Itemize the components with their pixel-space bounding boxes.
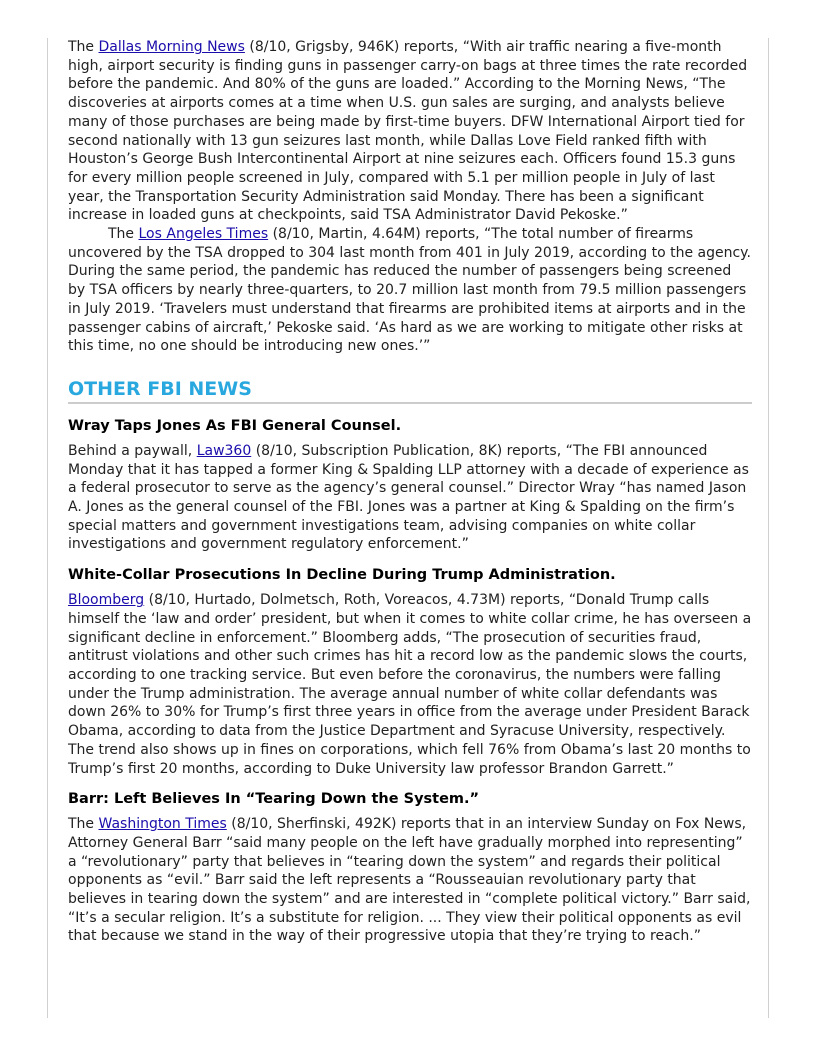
story-body: The Washington Times (8/10, Sherfinski, 492K) reports that in an interview Sunday on Fox News, Attorney General Barr “said many people on the left have gradually morphed into representing” a “revolutionary” party that believes in “tearing down the system” and regards their political opponents as “evil.” Barr said the left represents a “Rousseauian revolutionary party that believes in tearing down the system” and are interested in “complete political victory.” Barr said, “It’s a secular religion. It’s a substitute for religion. ... They view their political opponents as evil that because we stand in the way of their progressive utopia that they’re trying to reach.” — [68, 816, 751, 945]
article-paragraph: The Dallas Morning News (8/10, Grigsby, 946K) reports, “With air traffic nearing a five-month high, airport security is finding guns in passenger carry-on bags at three times the rate recorded before the pandemic. And 80% of the guns are loaded.” According to the Morning News, “The discoveries at airports comes at a time when U.S. gun sales are surging, and analysts believe many of those purchases are being made by first-time buyers. DFW International Airport tied for second nationally with 13 gun seizures last month, while Dallas Love Field ranked fifth with Houston’s George Bush Intercontinental Airport at nine seizures each. Officers found 15.3 guns for every million people screened in July, compared with 5.1 per million people in July of last year, the Transportation Security Administration said Monday. There has been a significant increase in loaded guns at checkpoints, said TSA Administrator David Pekoske.” — [68, 39, 748, 224]
article-paragraph: The Los Angeles Times (8/10, Martin, 4.64M) reports, “The total number of firearms uncovered by the TSA dropped to 304 last month from 401 in July 2019, according to the agency. During the same period, the pandemic has reduced the number of passengers being screened by TSA officers by nearly three-quarters, to 20.7 million last month from 79.5 million passengers in July 2019. ‘Travelers must understand that firearms are prohibited items at airports and in the passenger cabins of aircraft,’ Pekoske said. ‘As hard as we are working to mitigate other risks at this time, no one should be introducing new ones.’” — [68, 226, 751, 355]
newsletter-body — [68, 38, 752, 946]
source-link-los-angeles-times[interactable]: Los Angeles Times — [138, 226, 269, 243]
source-link-law360[interactable]: Law360 — [196, 442, 252, 459]
story-body: Bloomberg (8/10, Hurtado, Dolmetsch, Roth, Voreacos, 4.73M) reports, “Donald Trump calls himself the ‘law and order’ president, but when it comes to white collar crime, he has overseen a significant decline in enforcement.” Bloomberg adds, “The prosecution of securities fraud, antitrust violations and other such crimes has hit a record low as the pandemic slows the courts, according to one tracking service. But even before the coronavirus, the numbers were falling under the Trump administration. The average annual number of white collar defendants was down 26% to 30% for Trump’s first three years in office from the average under President Barack Obama, according to data from the Justice Department and Syracuse University, respectively. The trend also shows up in fines on corporations, which fell 76% from Obama’s last 20 months to Trump’s first 20 months, according to Duke University law professor Brandon Garrett.” — [68, 592, 752, 777]
source-link-washington-times[interactable]: Washington Times — [98, 816, 227, 833]
story-headline: White-Collar Prosecutions In Decline During Trump Administration. — [68, 567, 616, 584]
section-title: OTHER FBI NEWS — [68, 377, 752, 404]
story-body: Behind a paywall, Law360 (8/10, Subscription Publication, 8K) reports, “The FBI announced Monday that it has tapped a former King & Spalding LLP attorney with a decade of experience as a federal prosecutor to serve as the agency’s general counsel.” Director Wray “has named Jason A. Jones as the general counsel of the FBI. Jones was a partner at King & Spalding on the firm’s special matters and government investigations team, advising companies on white collar investigations and government regulatory enforcement.” — [68, 442, 749, 553]
story-headline: Barr: Left Believes In “Tearing Down the System.” — [68, 791, 480, 808]
source-link-bloomberg[interactable]: Bloomberg — [68, 592, 145, 609]
story-headline: Wray Taps Jones As FBI General Counsel. — [68, 417, 402, 434]
source-link-dallas-morning-news[interactable]: Dallas Morning News — [98, 39, 245, 55]
